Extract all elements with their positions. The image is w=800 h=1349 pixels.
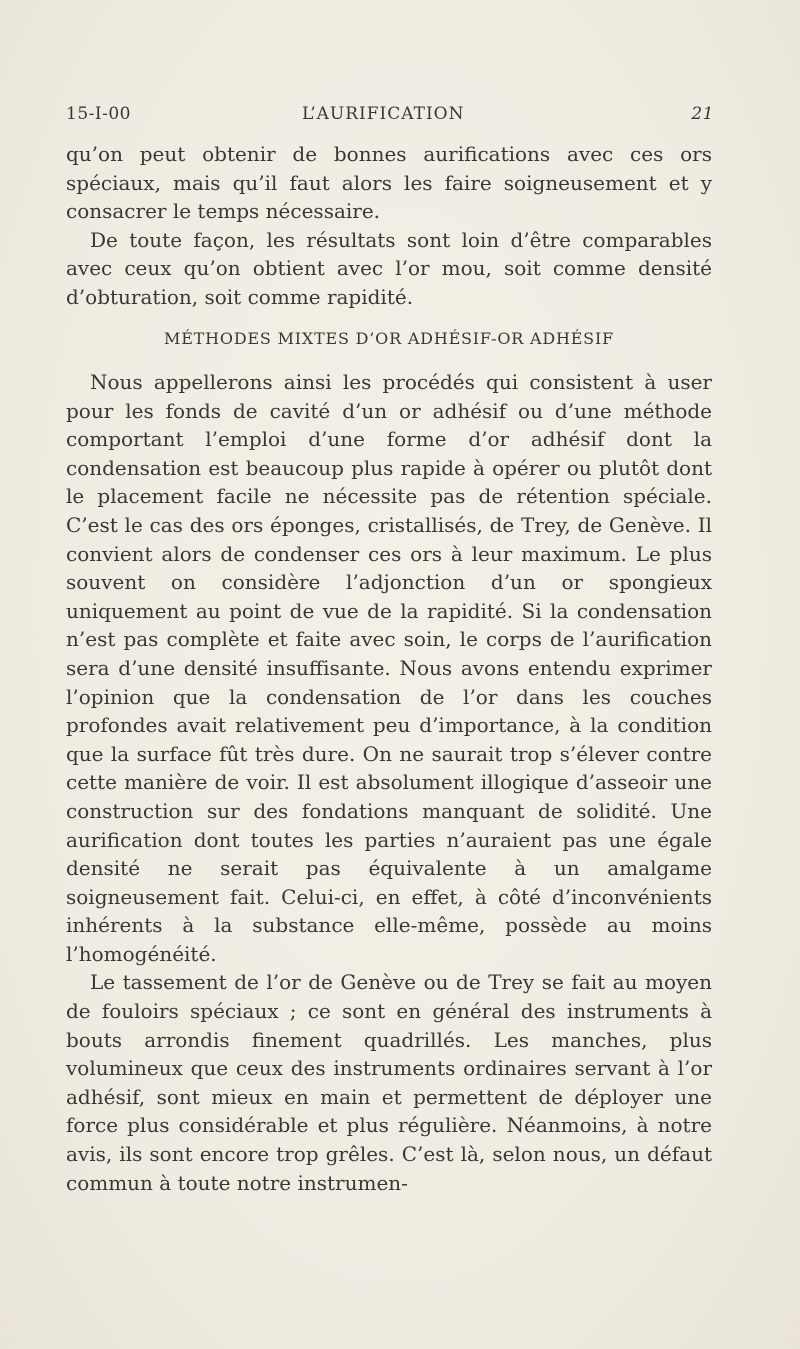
header-date: 15-I-00 (66, 104, 131, 124)
text-block-main (66, 368, 712, 1197)
paragraph-continuation: qu’on peut obtenir de bonnes aurifications avec ces ors spéciaux, mais qu’il faut alors les faire soigneusement et y consacrer le temps nécessaire. (66, 142, 712, 224)
page-number: 21 (691, 104, 714, 124)
section-heading: MÉTHODES MIXTES D’OR ADHÉSIF-OR ADHÉSIF (164, 329, 614, 348)
running-head (66, 104, 714, 128)
text-block-top (66, 140, 712, 312)
paragraph: Nous appellerons ainsi les procédés qui consistent à user pour les fonds de cavité d’un or adhésif ou d’une méthode comportant l’emploi d’une forme d’or adhésif dont la condensation est beaucoup plus rapide à opérer ou plutôt dont le placement facile ne nécessite pas de rétention spéciale. C’est le cas des ors éponges, cristallisés, de Trey, de Genève. Il convient alors de condenser ces ors à leur maximum. Le plus souvent on considère l’adjonction d’un or spongieux uniquement au point de vue de la rapidité. Si la condensation n’est pas complète et faite avec soin, le corps de l’aurification sera d’une densité insuffisante. Nous avons entendu exprimer l’opinion que la condensation de l’or dans les couches profondes avait relativement peu d’importance, à la condition que la surface fût très dure. On ne saurait trop s’élever contre cette manière de voir. Il est absolument illogique d’asseoir une construction sur des fondations manquant de solidité. Une aurification dont toutes les parties n’auraient pas une égale densité ne serait pas équivalente à un amalgame soigneusement fait. Celui-ci, en effet, à côté d’inconvénients inhérents à la substance elle-même, possède au moins l’homogénéité. (66, 370, 712, 966)
header-title: L’AURIFICATION (302, 104, 465, 124)
paragraph: Le tassement de l’or de Genève ou de Trey se fait au moyen de fouloirs spéciaux ; ce sont en général des instruments à bouts arrondis finement quadrillés. Les manches, plus volumineux que ceux des instruments ordinaires servant à l’or adhésif, sont mieux en main et permettent de déployer une force plus considérable et plus régulière. Néanmoins, à notre avis, ils sont encore trop grêles. C’est là, selon nous, un défaut commun à toute notre instrumen- (66, 970, 712, 1195)
paragraph: De toute façon, les résultats sont loin d’être comparables avec ceux qu’on obtient avec l’or mou, soit comme densité d’obturation, soit comme rapidité. (66, 227, 712, 309)
